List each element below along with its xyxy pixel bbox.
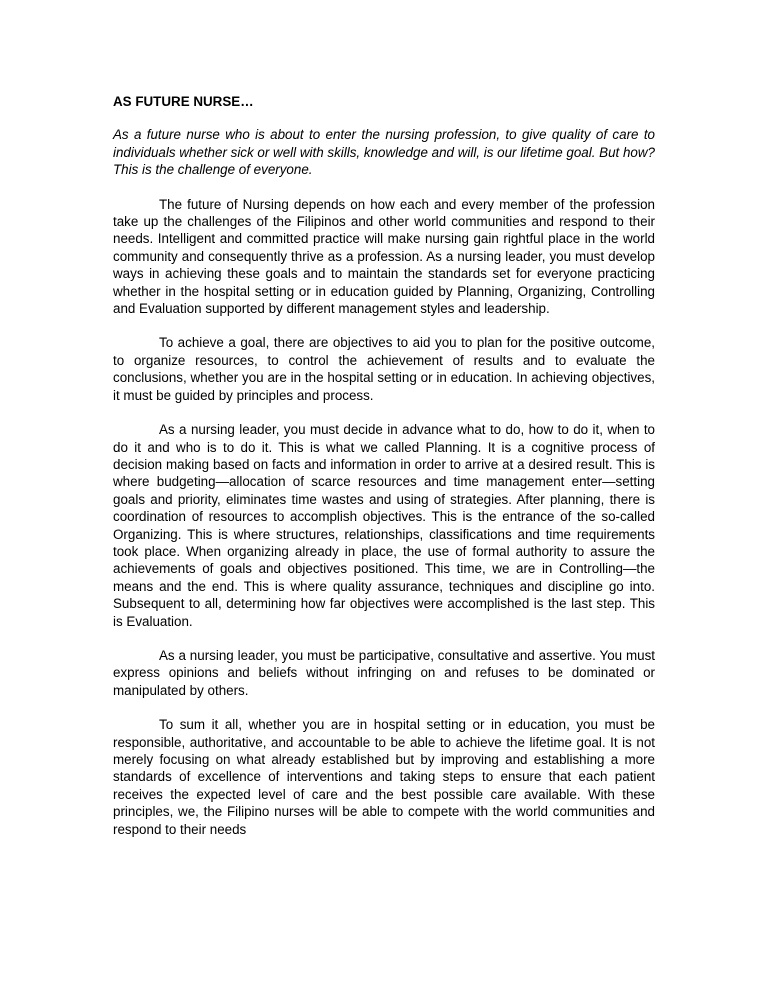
paragraph-management-process: As a nursing leader, you must decide in advance what to do, how to do it, when to do it and who is to do it. This is what we called Planning. It is a cognitive process of decision making based on facts and information in order to arrive at a desired result. This is where budgeting—allocation of scarce resources and time management enter—setting goals and priority, eliminates time wastes and using of strategies. After planning, there is coordination of resources to accomplish objectives. This is the entrance of the so-called Organizing. This is where structures, relationships, classifications and time requirements took place. When organizing already in place, the use of formal authority to assure the achievements of goals and objectives positioned. This time, we are in Controlling—the means and the end. This is where quality assurance, techniques and discipline go into. Subsequent to all, determining how far objectives were accomplished is the last step. This is Evaluation. [113,422,655,629]
paragraph-leadership-traits: As a nursing leader, you must be participative, consultative and assertive. You must express opinions and beliefs without infringing on and refuses to be dominated or manipulated by others. [113,647,655,698]
document-body [113,93,655,855]
paragraph-future-of-nursing: The future of Nursing depends on how each and every member of the profession take up the challenges of the Filipinos and other world communities and respond to their needs. Intelligent and committed practice will make nursing gain rightful place in the world community and consequently thrive as a profession. As a nursing leader, you must develop ways in achieving these goals and to maintain the standards set for everyone practicing whether in the hospital setting or in education guided by Planning, Organizing, Controlling and Evaluation supported by different management styles and leadership. [113,196,655,317]
paragraph-conclusion: To sum it all, whether you are in hospital setting or in education, you must be responsible, authoritative, and accountable to be able to achieve the lifetime goal. It is not merely focusing on what already established but by improving and establishing a more standards of excellence of interventions and taking steps to ensure that each patient receives the expected level of care and the best possible care available. With these principles, we, the Filipino nurses will be able to compete with the world communities and respond to their needs [113,717,655,837]
document-title: AS FUTURE NURSE… [113,94,254,109]
intro-paragraph: As a future nurse who is about to enter the nursing profession, to give quality of care to individuals whether sick or well with skills, knowledge and will, is our lifetime goal. But how? This is the challenge of everyone. [113,127,655,178]
paragraph-objectives: To achieve a goal, there are objectives to aid you to plan for the positive outcome, to organize resources, to control the achievement of results and to evaluate the conclusions, whether you are in the hospital setting or in education. In achieving objectives, it must be guided by principles and process. [113,335,655,403]
